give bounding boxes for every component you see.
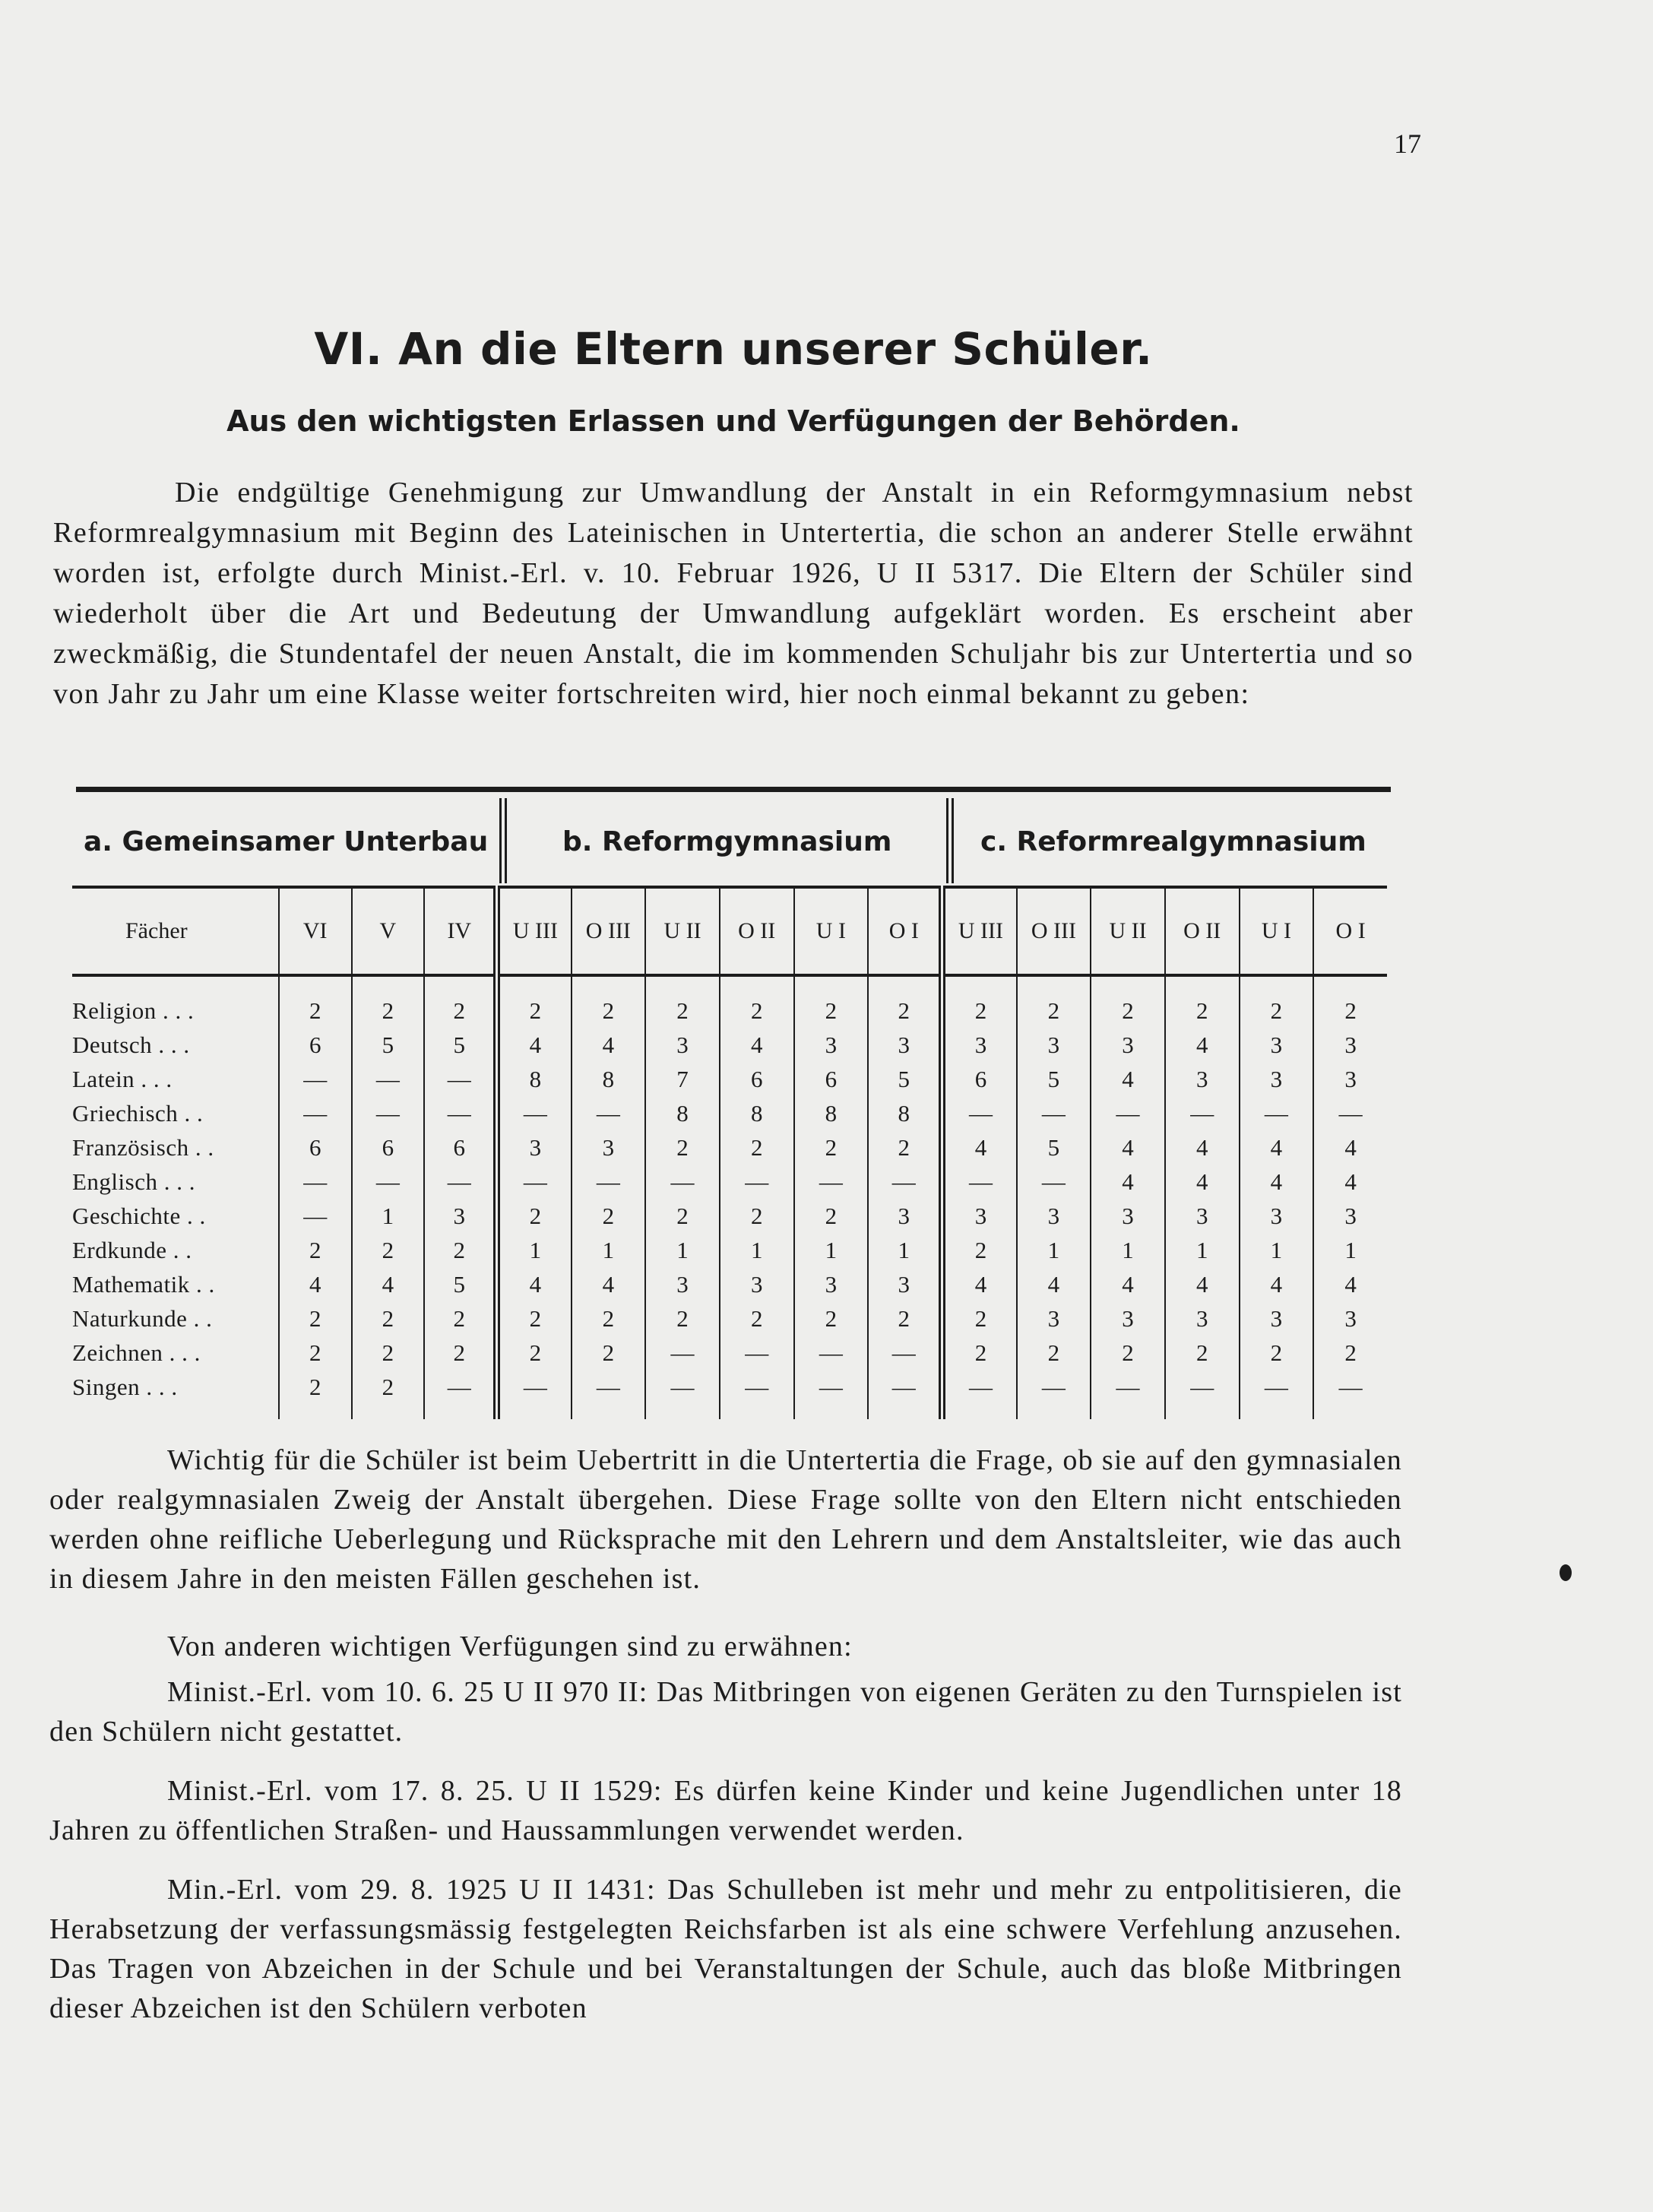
hours-cell: 6	[279, 1130, 352, 1165]
column-header: O II	[720, 887, 794, 975]
hours-cell: 2	[868, 1130, 942, 1165]
hours-cell: 2	[572, 1199, 646, 1233]
hours-cell: 3	[424, 1199, 497, 1233]
hours-cell: 2	[868, 1301, 942, 1336]
subject-cell: Französisch . .	[72, 1133, 214, 1161]
paragraph-decree-1: Minist.-Erl. vom 10. 6. 25 U II 970 II: Das Mitbringen von eigenen Geräten zu den Turnspielen ist den Schülern nicht gestattet.	[49, 1676, 1402, 1748]
subject-cell: Latein . . .	[72, 1065, 173, 1092]
hours-cell: —	[279, 1096, 352, 1130]
hours-cell: 2	[1313, 1336, 1387, 1370]
hours-cell: —	[868, 1336, 942, 1370]
hours-cell: 1	[868, 1233, 942, 1267]
hours-cell: 3	[645, 1028, 720, 1062]
hours-cell: 8	[794, 1096, 869, 1130]
hours-cell: 5	[424, 1028, 497, 1062]
hours-cell: 2	[1165, 975, 1240, 1028]
hours-cell: 2	[942, 975, 1017, 1028]
hours-cell: 2	[794, 1199, 869, 1233]
hours-cell: —	[942, 1165, 1017, 1199]
table-row	[72, 1165, 1387, 1199]
hours-cell: 3	[1165, 1062, 1240, 1096]
hours-cell: 2	[1091, 1336, 1165, 1370]
hours-cell: 4	[352, 1267, 425, 1301]
hours-cell: —	[279, 1199, 352, 1233]
hours-cell: 3	[1240, 1199, 1314, 1233]
table-row	[72, 1267, 1387, 1301]
hours-cell: 2	[279, 975, 352, 1028]
table-header-row	[72, 887, 1387, 975]
hours-cell: —	[279, 1165, 352, 1199]
hours-cell: 3	[1313, 1199, 1387, 1233]
hours-cell: 2	[279, 1336, 352, 1370]
hours-cell: 3	[1017, 1301, 1091, 1336]
hours-cell: 5	[424, 1267, 497, 1301]
hours-cell: 4	[1165, 1267, 1240, 1301]
table-row	[72, 1096, 1387, 1130]
hours-cell: 4	[1017, 1267, 1091, 1301]
hours-cell: —	[1017, 1370, 1091, 1419]
hours-cell: —	[1017, 1096, 1091, 1130]
hours-cell: 6	[279, 1028, 352, 1062]
subject-cell: Geschichte . .	[72, 1202, 206, 1229]
section-heading-a: a. Gemeinsamer Unterbau	[84, 826, 489, 857]
hours-cell: 3	[1313, 1301, 1387, 1336]
column-header: U III	[497, 887, 572, 975]
hours-cell: 4	[279, 1267, 352, 1301]
hours-cell: 1	[1091, 1233, 1165, 1267]
hours-cell: —	[1091, 1370, 1165, 1419]
paragraph-transition: Wichtig für die Schüler ist beim Uebertritt in die Untertertia die Frage, ob sie auf den gymnasialen oder realgymnasialen Zweig der Anstalt übergehen. Diese Frage sollte von den Eltern nicht entschieden werden ohne reifliche Ueberlegung und Rücksprache mit den Lehrern und dem Anstaltsleiter, wie das auch in diesem Jahre in den meisten Fällen geschehen ist.	[49, 1444, 1402, 1595]
hours-cell: —	[352, 1062, 425, 1096]
hours-cell: —	[720, 1165, 794, 1199]
paragraph-decrees-intro: Von anderen wichtigen Verfügungen sind zu erwähnen:	[167, 1630, 853, 1662]
hours-cell: —	[720, 1370, 794, 1419]
hours-cell: 4	[1165, 1165, 1240, 1199]
subject-cell: Englisch . . .	[72, 1168, 195, 1195]
table-row	[72, 1028, 1387, 1062]
hours-cell: 2	[279, 1370, 352, 1419]
hours-cell: 3	[1165, 1301, 1240, 1336]
hours-cell: 3	[868, 1267, 942, 1301]
hours-cell: 2	[352, 1336, 425, 1370]
hours-cell: 2	[352, 1370, 425, 1419]
hours-cell: 4	[497, 1267, 572, 1301]
hours-cell: 4	[497, 1028, 572, 1062]
hours-cell: 1	[572, 1233, 646, 1267]
hours-cell: 3	[1240, 1301, 1314, 1336]
table-row	[72, 1370, 1387, 1419]
hours-cell: 3	[1313, 1062, 1387, 1096]
hours-cell: 2	[794, 1301, 869, 1336]
hours-cell: 3	[1240, 1028, 1314, 1062]
subject-cell: Mathematik . .	[72, 1270, 215, 1298]
table-body	[72, 975, 1387, 1419]
hours-cell: 3	[1091, 1301, 1165, 1336]
column-header: U I	[1240, 887, 1314, 975]
hours-cell: 3	[868, 1199, 942, 1233]
hours-cell: 2	[497, 975, 572, 1028]
section-heading-c: c. Reformrealgymnasium	[980, 826, 1366, 857]
hours-cell: —	[1240, 1370, 1314, 1419]
hours-cell: 6	[720, 1062, 794, 1096]
column-header: O I	[1313, 887, 1387, 975]
hours-cell: 3	[1017, 1028, 1091, 1062]
hours-cell: —	[794, 1370, 869, 1419]
hours-cell: 5	[352, 1028, 425, 1062]
hours-cell: —	[572, 1370, 646, 1419]
hours-cell: —	[279, 1062, 352, 1096]
hours-cell: —	[424, 1370, 497, 1419]
hours-cell: —	[497, 1165, 572, 1199]
hours-cell: 2	[645, 1130, 720, 1165]
hours-cell: 2	[497, 1301, 572, 1336]
hours-cell: 2	[794, 975, 869, 1028]
hours-cell: 2	[720, 975, 794, 1028]
page-subtitle: Aus den wichtigsten Erlassen und Verfügungen der Behörden.	[226, 404, 1240, 438]
hours-cell: 3	[1313, 1028, 1387, 1062]
hours-cell: 3	[1165, 1199, 1240, 1233]
subject-cell: Griechisch . .	[72, 1099, 204, 1127]
hours-cell: 2	[942, 1301, 1017, 1336]
hours-cell: 2	[497, 1199, 572, 1233]
hours-cell: —	[942, 1096, 1017, 1130]
hours-cell: 4	[720, 1028, 794, 1062]
column-header: U I	[794, 887, 869, 975]
hours-cell: —	[720, 1336, 794, 1370]
subject-cell: Religion . . .	[72, 997, 195, 1024]
column-header: O III	[1017, 887, 1091, 975]
hours-cell: 6	[352, 1130, 425, 1165]
hours-cell: 2	[794, 1130, 869, 1165]
hours-cell: 2	[352, 1233, 425, 1267]
hours-cell: 4	[572, 1028, 646, 1062]
section-heading-b: b. Reformgymnasium	[562, 826, 892, 857]
hours-cell: —	[1091, 1096, 1165, 1130]
hours-cell: 3	[794, 1028, 869, 1062]
hours-cell: 4	[1240, 1267, 1314, 1301]
hours-cell: 1	[794, 1233, 869, 1267]
subject-cell: Naturkunde . .	[72, 1304, 213, 1332]
hours-cell: 3	[794, 1267, 869, 1301]
hours-cell: 4	[1240, 1130, 1314, 1165]
hours-cell: 2	[720, 1130, 794, 1165]
hours-cell: —	[645, 1165, 720, 1199]
hours-cell: —	[868, 1165, 942, 1199]
hours-cell: 1	[1313, 1233, 1387, 1267]
hours-cell: 3	[942, 1199, 1017, 1233]
hours-cell: 1	[720, 1233, 794, 1267]
hours-cell: 6	[424, 1130, 497, 1165]
hours-cell: 2	[645, 1199, 720, 1233]
hours-cell: 2	[352, 975, 425, 1028]
intro-paragraph: Die endgültige Genehmigung zur Umwandlung der Anstalt in ein Reformgymnasium nebst Reformrealgymnasium mit Beginn des Lateinischen in Untertertia, die schon an anderer Stelle erwähnt worden ist, erfolgte durch Minist.-Erl. v. 10. Februar 1926, U II 5317. Die Eltern der Schüler sind wiederholt über die Art und Bedeutung der Umwandlung aufgeklärt worden. Es erscheint aber zweckmäßig, die Stundentafel der neuen Anstalt, die im kommenden Schuljahr bis zur Untertertia und so von Jahr zu Jahr um eine Klasse weiter fortschreiten wird, hier noch einmal bekannt zu geben:	[53, 477, 1414, 710]
hours-cell: 2	[1017, 1336, 1091, 1370]
hours-cell: 2	[1017, 975, 1091, 1028]
hours-cell: 8	[497, 1062, 572, 1096]
hours-cell: 3	[497, 1130, 572, 1165]
page-title: VI. An die Eltern unserer Schüler.	[314, 323, 1153, 375]
table-row	[72, 1301, 1387, 1336]
hours-cell: 2	[279, 1301, 352, 1336]
hours-cell: 1	[645, 1233, 720, 1267]
hours-cell: 8	[645, 1096, 720, 1130]
hours-cell: 4	[1313, 1165, 1387, 1199]
column-header: V	[352, 887, 425, 975]
hours-cell: 2	[1240, 975, 1314, 1028]
hours-cell: 2	[1240, 1336, 1314, 1370]
hours-cell: 4	[942, 1130, 1017, 1165]
hours-cell: 1	[352, 1199, 425, 1233]
hours-cell: 4	[1091, 1130, 1165, 1165]
hours-cell: 8	[572, 1062, 646, 1096]
paragraph-decree-2: Minist.-Erl. vom 17. 8. 25. U II 1529: Es dürfen keine Kinder und keine Jugendlichen unter 18 Jahren zu öffentlichen Straßen- und Haussammlungen verwendet werden.	[49, 1775, 1402, 1846]
hours-cell: 2	[572, 975, 646, 1028]
column-header: U II	[1091, 887, 1165, 975]
ink-spot	[1560, 1564, 1572, 1581]
table-top-rule	[76, 787, 1391, 792]
hours-cell: 4	[1091, 1165, 1165, 1199]
hours-cell: 2	[1091, 975, 1165, 1028]
hours-cell: 8	[868, 1096, 942, 1130]
hours-cell: 2	[279, 1233, 352, 1267]
hours-cell: —	[497, 1370, 572, 1419]
hours-cell: 7	[645, 1062, 720, 1096]
hours-cell: —	[1240, 1096, 1314, 1130]
hours-cell: —	[352, 1096, 425, 1130]
column-header: U II	[645, 887, 720, 975]
page-number: 17	[1394, 128, 1421, 159]
hours-cell: 3	[720, 1267, 794, 1301]
hours-cell: 1	[1017, 1233, 1091, 1267]
hours-cell: 3	[1091, 1028, 1165, 1062]
hours-cell: —	[572, 1096, 646, 1130]
hours-cell: 2	[868, 975, 942, 1028]
hours-cell: —	[424, 1096, 497, 1130]
section-divider	[946, 798, 954, 883]
hours-cell: 4	[1165, 1028, 1240, 1062]
hours-cell: —	[794, 1336, 869, 1370]
table-row	[72, 1130, 1387, 1165]
subject-cell: Zeichnen . . .	[72, 1339, 201, 1366]
hours-cell: 5	[1017, 1130, 1091, 1165]
column-header: VI	[279, 887, 352, 975]
hours-cell: 2	[720, 1301, 794, 1336]
table-row	[72, 1062, 1387, 1096]
subject-cell: Deutsch . . .	[72, 1031, 190, 1058]
timetable	[72, 886, 1387, 1419]
hours-cell: —	[868, 1370, 942, 1419]
table-row	[72, 1199, 1387, 1233]
hours-cell: 3	[942, 1028, 1017, 1062]
hours-cell: 2	[352, 1301, 425, 1336]
hours-cell: 1	[497, 1233, 572, 1267]
hours-cell: 2	[1165, 1336, 1240, 1370]
hours-cell: 3	[1240, 1062, 1314, 1096]
hours-cell: —	[645, 1370, 720, 1419]
hours-cell: 2	[572, 1301, 646, 1336]
hours-cell: 2	[942, 1233, 1017, 1267]
hours-cell: 2	[645, 1301, 720, 1336]
column-header: U III	[942, 887, 1017, 975]
hours-cell: 3	[1017, 1199, 1091, 1233]
hours-cell: —	[424, 1165, 497, 1199]
hours-cell: —	[645, 1336, 720, 1370]
hours-cell: 4	[1313, 1267, 1387, 1301]
table-row	[72, 1233, 1387, 1267]
hours-cell: 2	[942, 1336, 1017, 1370]
hours-cell: 1	[1165, 1233, 1240, 1267]
hours-cell: 3	[645, 1267, 720, 1301]
hours-cell: —	[572, 1165, 646, 1199]
hours-cell: —	[1313, 1370, 1387, 1419]
hours-cell: 2	[424, 1301, 497, 1336]
hours-cell: 2	[424, 1336, 497, 1370]
hours-cell: 2	[720, 1199, 794, 1233]
table-row	[72, 1336, 1387, 1370]
hours-cell: 2	[424, 975, 497, 1028]
hours-cell: 4	[1091, 1062, 1165, 1096]
hours-cell: —	[1017, 1165, 1091, 1199]
hours-cell: 1	[1240, 1233, 1314, 1267]
column-header: O III	[572, 887, 646, 975]
hours-cell: —	[1165, 1370, 1240, 1419]
hours-cell: 8	[720, 1096, 794, 1130]
hours-cell: 4	[1091, 1267, 1165, 1301]
hours-cell: 4	[1313, 1130, 1387, 1165]
hours-cell: 2	[645, 975, 720, 1028]
hours-cell: —	[497, 1096, 572, 1130]
hours-cell: 4	[942, 1267, 1017, 1301]
hours-cell: 5	[1017, 1062, 1091, 1096]
hours-cell: 5	[868, 1062, 942, 1096]
hours-cell: —	[1313, 1096, 1387, 1130]
hours-cell: —	[352, 1165, 425, 1199]
column-header-subject: Fächer	[72, 887, 279, 975]
hours-cell: 2	[497, 1336, 572, 1370]
hours-cell: —	[1165, 1096, 1240, 1130]
column-header: IV	[424, 887, 497, 975]
table-row	[72, 975, 1387, 1028]
hours-cell: 6	[794, 1062, 869, 1096]
column-header: O II	[1165, 887, 1240, 975]
hours-cell: —	[424, 1062, 497, 1096]
hours-cell: —	[794, 1165, 869, 1199]
hours-cell: 4	[1240, 1165, 1314, 1199]
hours-cell: 4	[1165, 1130, 1240, 1165]
hours-cell: 3	[572, 1130, 646, 1165]
subject-cell: Erdkunde . .	[72, 1236, 192, 1263]
hours-cell: 2	[1313, 975, 1387, 1028]
hours-cell: 3	[868, 1028, 942, 1062]
paragraph-decree-3: Min.-Erl. vom 29. 8. 1925 U II 1431: Das Schulleben ist mehr und mehr zu entpolitisieren, die Herabsetzung der verfassungsmässig festgelegten Reichsfarben ist als eine schwere Verfehlung anzusehen. Das Tragen von Abzeichen in der Schule und bei Veranstaltungen der Schule, auch das bloße Mitbringen dieser Abzeichen ist den Schülern verboten	[49, 1874, 1402, 2024]
section-divider	[499, 798, 507, 883]
hours-cell: 3	[1091, 1199, 1165, 1233]
subject-cell: Singen . . .	[72, 1373, 178, 1400]
hours-cell: 6	[942, 1062, 1017, 1096]
hours-cell: —	[942, 1370, 1017, 1419]
hours-cell: 2	[424, 1233, 497, 1267]
hours-cell: 4	[572, 1267, 646, 1301]
column-header: O I	[868, 887, 942, 975]
hours-cell: 2	[572, 1336, 646, 1370]
